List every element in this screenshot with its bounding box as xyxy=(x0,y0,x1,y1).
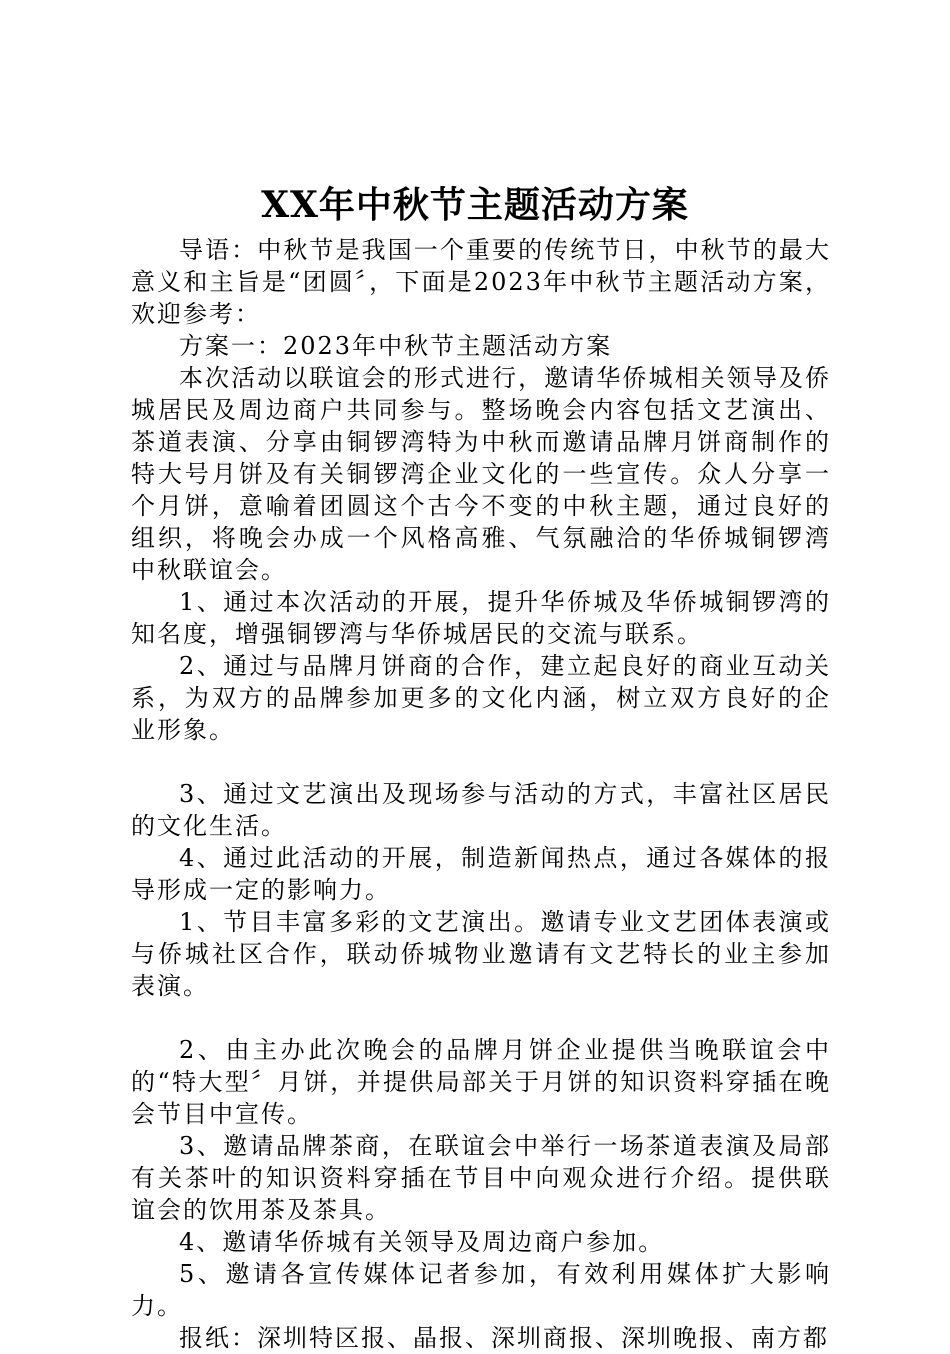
activity-overview-paragraph: 本次活动以联谊会的形式进行，邀请华侨城相关领导及侨城居民及周边商户共同参与。整场晚会内容包括文艺演出、茶道表演、分享由铜锣湾特为中秋而邀请品牌月饼商制作的特大号月饼及有关铜锣湾企业文化的一些宣传。众人分享一个月饼，意喻着团圆这个古今不变的中秋主题，通过良好的组织，将晚会办成一个风格高雅、气氛融洽的华侨城铜锣湾中秋联谊会。 xyxy=(131,364,831,584)
goal-item-2: 2、通过与品牌月饼商的合作，建立起良好的商业互动关系，为双方的品牌参加更多的文化内涵，树立双方良好的企业形象。 xyxy=(131,652,831,744)
content-item-5: 5、邀请各宣传媒体记者参加，有效利用媒体扩大影响力。 xyxy=(131,1260,831,1320)
goal-item-4: 4、通过此活动的开展，制造新闻热点，通过各媒体的报导形成一定的影响力。 xyxy=(131,844,831,904)
plan-heading: 方案一：2023年中秋节主题活动方案 xyxy=(179,332,613,360)
goal-item-3: 3、通过文艺演出及现场参与活动的方式，丰富社区居民的文化生活。 xyxy=(131,780,831,840)
goal-item-1: 1、通过本次活动的开展，提升华侨城及华侨城铜锣湾的知名度，增强铜锣湾与华侨城居民的交流与联系。 xyxy=(131,588,831,648)
intro-paragraph: 导语：中秋节是我国一个重要的传统节日，中秋节的最大意义和主旨是“团圆〞，下面是2023年中秋节主题活动方案，欢迎参考： xyxy=(131,236,831,328)
content-item-1: 1、节目丰富多彩的文艺演出。邀请专业文艺团体表演或与侨城社区合作，联动侨城物业邀请有文艺特长的业主参加表演。 xyxy=(131,908,831,1000)
media-list-paragraph: 报纸：深圳特区报、晶报、深圳商报、深圳晚报、南方都 xyxy=(179,1324,829,1352)
content-item-2: 2、由主办此次晚会的品牌月饼企业提供当晚联谊会中的“特大型〞月饼，并提供局部关于月饼的知识资料穿插在晚会节目中宣传。 xyxy=(131,1036,831,1128)
content-item-3: 3、邀请品牌茶商，在联谊会中举行一场茶道表演及局部有关茶叶的知识资料穿插在节目中向观众进行介绍。提供联谊会的饮用茶及茶具。 xyxy=(131,1132,831,1224)
content-item-4: 4、邀请华侨城有关领导及周边商户参加。 xyxy=(179,1228,665,1256)
document-title: XX年中秋节主题活动方案 xyxy=(261,184,689,226)
document-body xyxy=(131,234,831,1354)
